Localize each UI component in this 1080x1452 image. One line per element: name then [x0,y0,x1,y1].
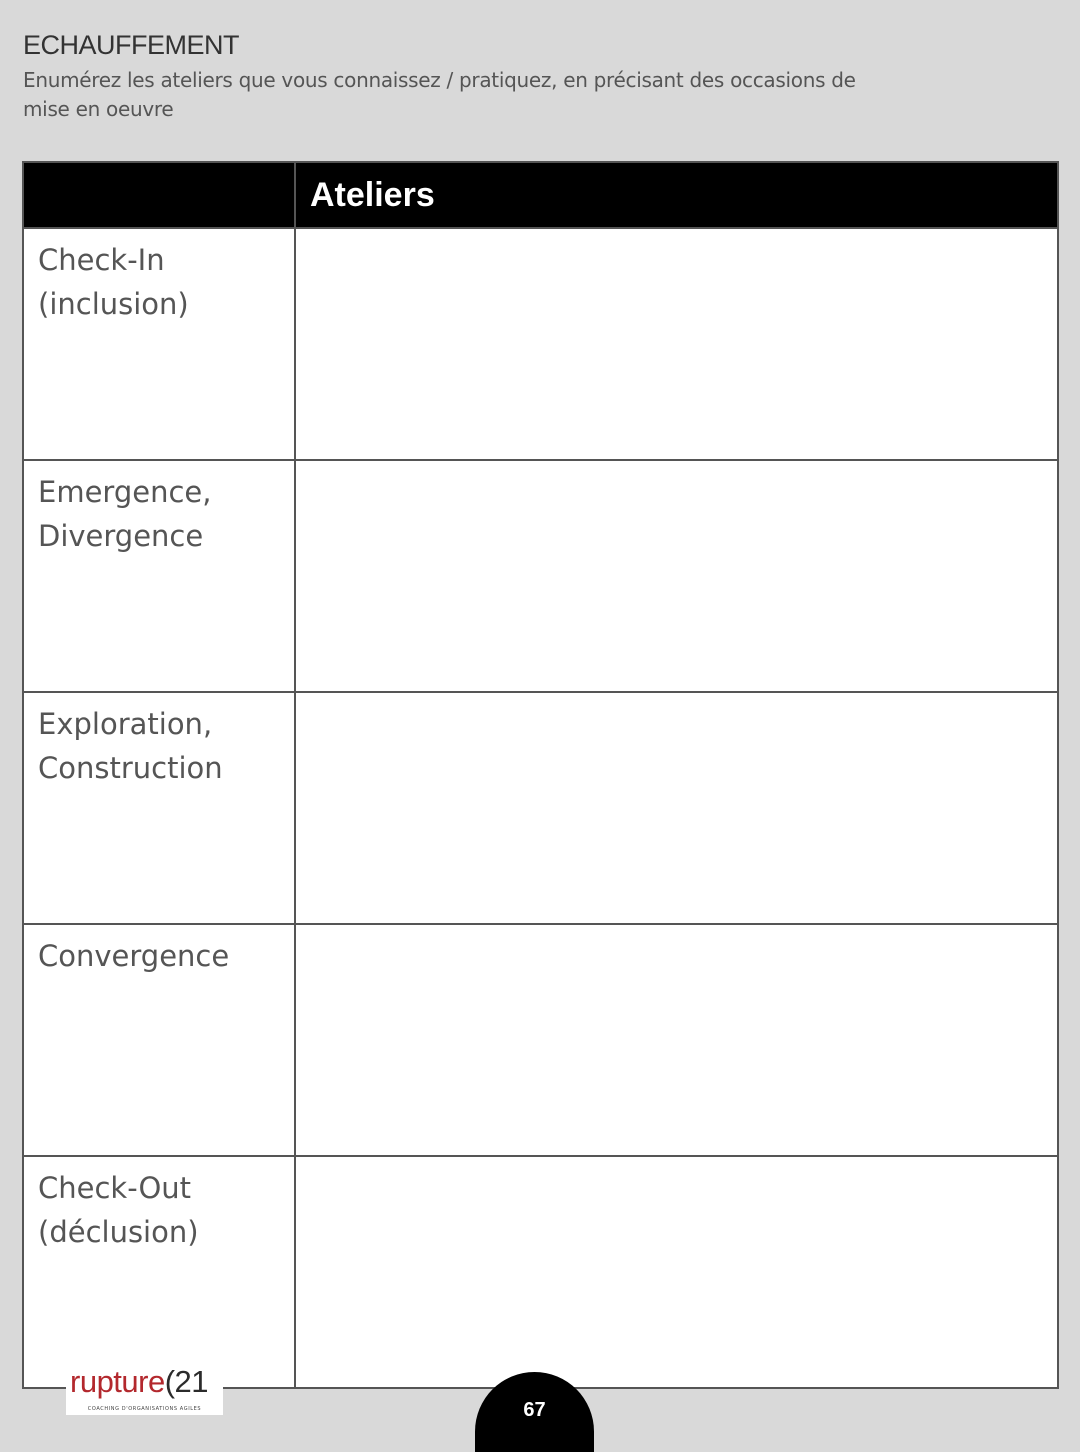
ateliers-table [22,161,1059,1389]
table-row [23,692,1058,924]
logo-brand-main: rupture [70,1364,165,1399]
answer-cell-exploration[interactable] [295,692,1058,924]
row-label-check-out: Check-Out (déclusion) [23,1156,295,1388]
row-label-convergence: Convergence [23,924,295,1156]
table-header-row [23,162,1058,228]
table-row [23,228,1058,460]
table-row [23,924,1058,1156]
table-row [23,1156,1058,1388]
page-subtitle: Enumérez les ateliers que vous connaissez / pratiquez, en précisant des occasions de mise en oeuvre [23,68,856,121]
column-header-ateliers: Ateliers [295,162,1058,228]
table-row [23,460,1058,692]
page-title: ECHAUFFEMENT [23,30,239,60]
row-label-exploration: Exploration, Construction [23,692,295,924]
rupture21-logo [66,1362,223,1415]
row-label-emergence: Emergence, Divergence [23,460,295,692]
answer-cell-check-in[interactable] [295,228,1058,460]
logo-tagline: COACHING D'ORGANISATIONS AGILES [87,1406,202,1412]
row-label-check-in: Check-In (inclusion) [23,228,295,460]
answer-cell-check-out[interactable] [295,1156,1058,1388]
logo-wordmark [70,1364,208,1400]
answer-cell-emergence[interactable] [295,460,1058,692]
page-number: 67 [475,1372,594,1452]
logo-brand-suffix: (21 [164,1364,209,1399]
answer-cell-convergence[interactable] [295,924,1058,1156]
table-corner-cell [23,162,295,228]
